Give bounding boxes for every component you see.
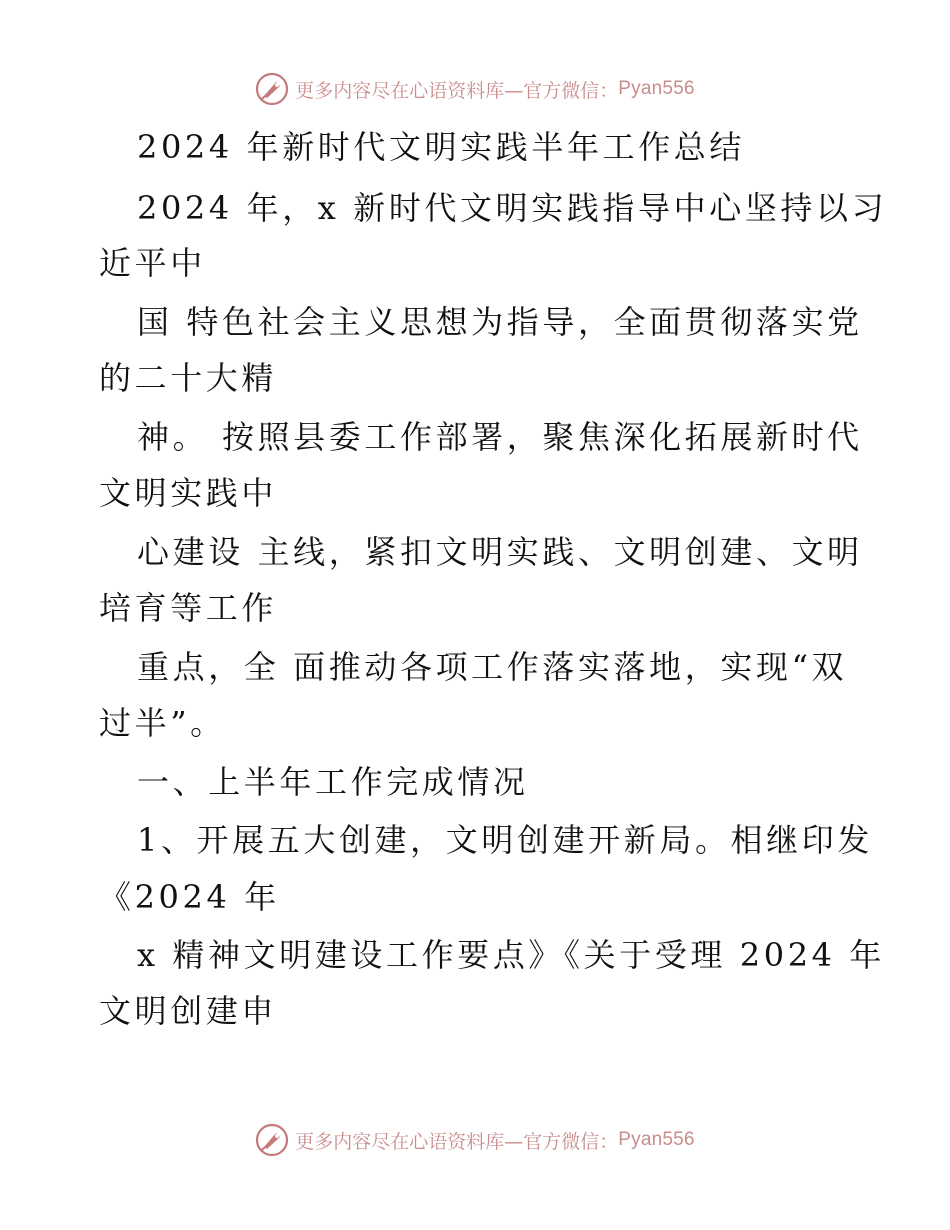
pen-nib-logo-icon xyxy=(255,1123,289,1157)
watermark-text: 更多内容尽在心语资料库—官方微信： xyxy=(295,79,619,102)
paragraph-line: 《2024 年 xyxy=(99,878,280,916)
watermark-wechat-id: Pyan556 xyxy=(618,78,695,99)
section-heading: 一、上半年工作完成情况 xyxy=(137,763,529,801)
header-watermark xyxy=(0,72,950,106)
paragraph-line: 过半”。 xyxy=(99,704,226,742)
paragraph-line: 1、开展五大创建，文明创建开新局。相继印发 xyxy=(137,821,873,859)
paragraph-line: 培育等工作 xyxy=(99,589,278,627)
paragraph-line: x 精神文明建设工作要点》《关于受理 2024 年 xyxy=(137,936,886,974)
paragraph-line: 2024 年，x 新时代文明实践指导中心坚持以习 xyxy=(137,189,888,227)
paragraph-line: 的二十大精 xyxy=(99,359,278,397)
watermark-wechat-id: Pyan556 xyxy=(618,1129,695,1150)
watermark-text: 更多内容尽在心语资料库—官方微信： xyxy=(295,1130,619,1153)
pen-nib-logo-icon xyxy=(255,72,289,106)
footer-watermark xyxy=(0,1123,950,1157)
paragraph-line: 文明创建申 xyxy=(99,992,278,1030)
paragraph-line: 近平中 xyxy=(99,244,206,282)
paragraph-line: 神。 按照县委工作部署，聚焦深化拓展新时代 xyxy=(137,418,863,456)
paragraph-line: 文明实践中 xyxy=(99,474,278,512)
paragraph-line: 心建设 主线，紧扣文明实践、文明创建、文明 xyxy=(137,533,863,571)
document-title: 2024 年新时代文明实践半年工作总结 xyxy=(137,128,746,166)
paragraph-line: 重点，全 面推动各项工作落实落地，实现“双 xyxy=(137,648,848,686)
paragraph-line: 国 特色社会主义思想为指导，全面贯彻落实党 xyxy=(137,303,863,341)
